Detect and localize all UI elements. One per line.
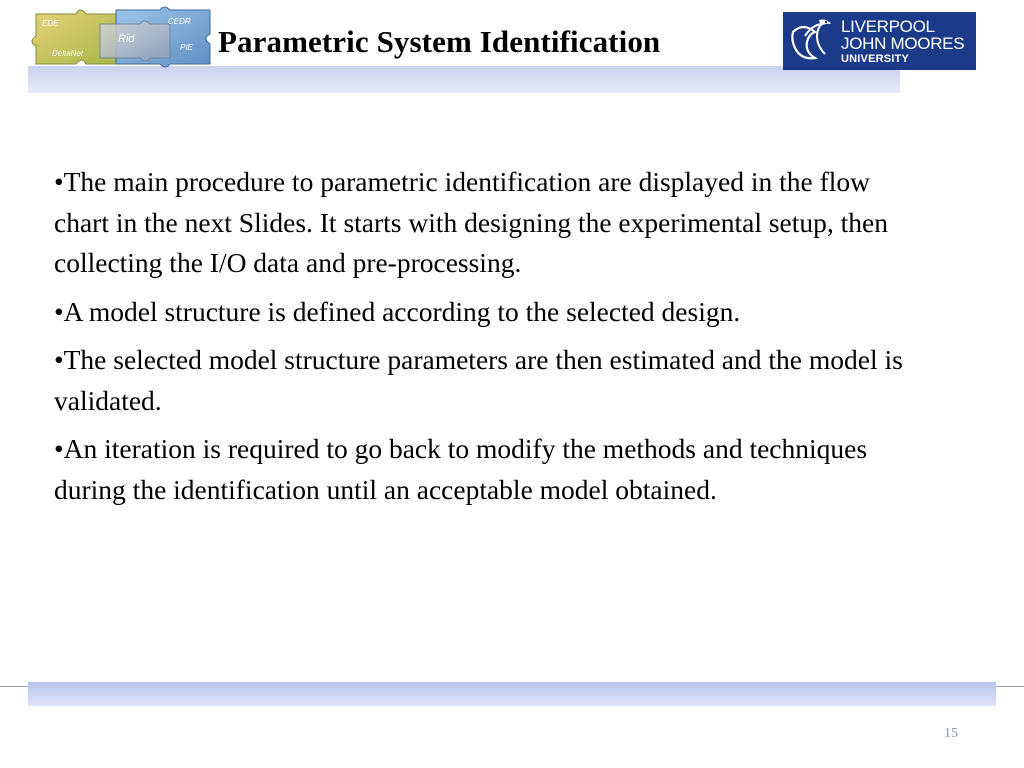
- bullet-item: •The main procedure to parametric identification are displayed in the flow chart in the next Slides. It starts with designing the experimental setup, then collecting the I/O data and pre-processing.: [54, 166, 888, 278]
- puzzle-text-rid: Rid: [118, 33, 135, 45]
- university-name-line3: UNIVERSITY: [841, 52, 910, 65]
- page-number: 15: [944, 726, 958, 741]
- puzzle-text-cedr: CEDR: [168, 17, 191, 26]
- puzzle-text-deltanet: DeltaNet: [52, 49, 84, 58]
- puzzle-text-ede: EDE: [42, 19, 59, 28]
- puzzle-pieces-logo: [30, 4, 220, 70]
- bullet-item: •The selected model structure parameters are then estimated and the model is validated.: [54, 344, 903, 416]
- puzzle-piece-grey: [100, 21, 170, 61]
- liver-bird-icon: [783, 12, 839, 70]
- header-band: [28, 66, 900, 93]
- puzzle-text-pie: PIE: [180, 43, 193, 52]
- bullet-item: •A model structure is defined according to the selected design.: [54, 295, 741, 327]
- slide-title: Parametric System Identification: [218, 24, 661, 59]
- bullet-item: •An iteration is required to go back to modify the methods and techniques during the identification until an acceptable model obtained.: [54, 433, 868, 505]
- footer-band: [28, 682, 996, 706]
- university-name-line1: LIVERPOOL: [841, 16, 935, 36]
- bullet-list: [54, 162, 924, 518]
- university-name-line2: JOHN MOORES: [841, 33, 965, 53]
- university-logo: [783, 12, 976, 70]
